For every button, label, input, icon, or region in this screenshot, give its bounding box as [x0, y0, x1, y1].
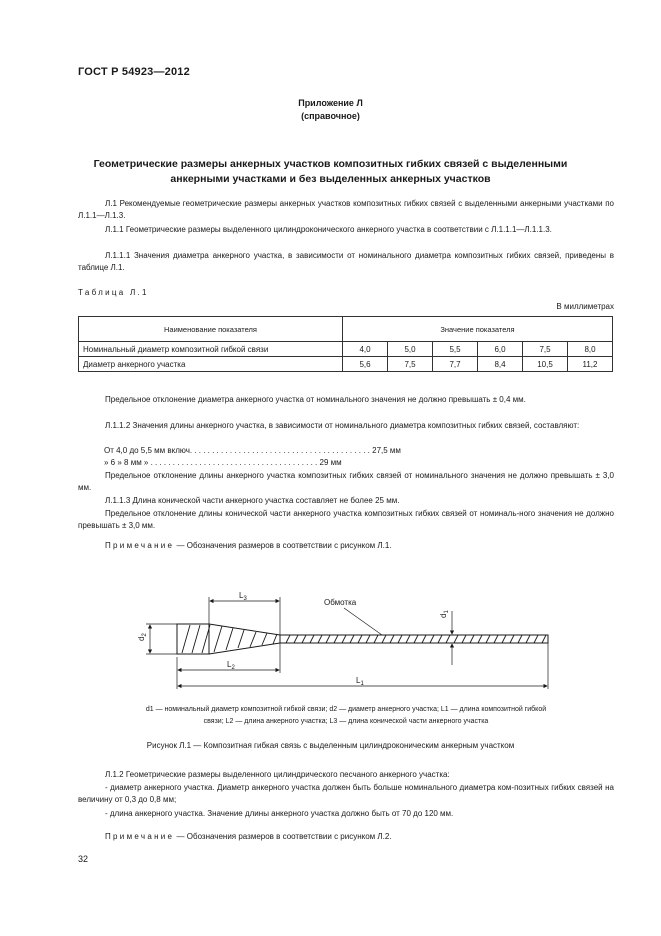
winding-stroke: [390, 635, 394, 643]
section-title-line2: анкерными участками и без выделенных анкерных участков: [170, 173, 491, 185]
winding-stroke: [518, 635, 522, 643]
note-2-label: Примечание: [105, 832, 175, 841]
table-l1: [78, 316, 613, 372]
winding-stroke: [494, 635, 498, 643]
note-2-text: — Обозначения размеров в соответствии с рисунком Л.2.: [174, 832, 392, 841]
paragraph-l1-1-2: Л.1.1.2 Значения длины анкерного участка, в зависимости от номинального диаметра композитных гибких связей, составляют:: [105, 421, 580, 430]
winding-stroke: [446, 635, 450, 643]
paragraph-anchor-diameter: - диаметр анкерного участка. Диаметр анкерного участка должен быть больше номинального диаметра ком-позитных гибких связей на величину от 0,3 до 0,8 мм;: [78, 783, 614, 804]
length-line-1: От 4,0 до 5,5 мм включ. . . . . . . . . . . . . . . . . . . . . . . . . . . . . . . . . . . . . . . . . 27,5 мм: [104, 446, 401, 455]
label-d2: $d_2$: [137, 633, 148, 641]
table-caption: Таблица Л.1: [78, 288, 149, 297]
winding-stroke: [542, 635, 546, 643]
table-header-row: [79, 317, 613, 342]
paragraph-l1-1-1: Л.1.1.1 Значения диаметра анкерного участка, в зависимости от номинального диаметра композитных гибких связей, приведены в таблице Л.1.: [78, 251, 614, 272]
table-row: [79, 342, 613, 357]
label-winding: Обмотка: [324, 598, 357, 607]
winding-stroke: [366, 635, 370, 643]
figure-caption: Рисунок Л.1 — Композитная гибкая связь с выделенным цилиндроконическим анкерным участком: [146, 741, 515, 750]
table-cell: 5,6: [343, 357, 388, 372]
label-l2: $L_2$: [227, 660, 235, 671]
table-cell: 8,4: [478, 357, 523, 372]
note-1-label: Примечание: [105, 541, 175, 550]
figure-legend-line1: d1 — номинальный диаметр композитной гибкой связи; d2 — диаметр анкерного участка; L1 — длина композитной гибкой: [145, 706, 547, 713]
winding-stroke: [462, 635, 466, 643]
winding-stroke: [398, 635, 402, 643]
note-2: [78, 831, 614, 843]
rod-winding: [286, 635, 546, 643]
page-number: 32: [78, 854, 89, 864]
winding-stroke: [534, 635, 538, 643]
appendix-title: Приложение Л: [298, 98, 363, 108]
anchor-cone: [209, 624, 280, 654]
winding-stroke: [406, 635, 410, 643]
winding-stroke: [382, 635, 386, 643]
label-l1: $L_1$: [356, 676, 364, 687]
table-cell: 4,0: [343, 342, 388, 357]
winding-stroke: [358, 635, 362, 643]
winding-stroke: [310, 635, 314, 643]
table-cell: 6,0: [478, 342, 523, 357]
winding-stroke: [478, 635, 482, 643]
winding-stroke: [374, 635, 378, 643]
table-units: В миллиметрах: [556, 302, 614, 311]
winding-stroke: [438, 635, 442, 643]
winding-stroke: [326, 635, 330, 643]
figure-legend-line2: связи; L2 — длина анкерного участка; L3 — длина конической части анкерного участка: [203, 718, 489, 725]
winding-stroke: [510, 635, 514, 643]
table-cell-name: Номинальный диаметр композитной гибкой связи: [79, 342, 343, 357]
winding-stroke: [486, 635, 490, 643]
winding-stroke: [414, 635, 418, 643]
winding-stroke: [470, 635, 474, 643]
winding-stroke: [286, 635, 290, 643]
table-header-name: Наименование показателя: [79, 317, 343, 342]
figure-legend: [78, 704, 614, 728]
section-title-line1: Геометрические размеры анкерных участков композитных гибких связей с выделенными: [93, 158, 568, 170]
note-1: [78, 540, 614, 552]
winding-stroke: [422, 635, 426, 643]
label-d1: $d_1$: [439, 610, 450, 618]
table-cell: 7,5: [388, 357, 433, 372]
paragraph-l1: Л.1 Рекомендуемые геометрические размеры анкерных участков композитных гибких связей с выделенными анкерными участками по Л.1.1—Л.1.3.: [78, 199, 614, 220]
paragraph-cone-deviation: Предельное отклонение длины конической части анкерного участка композитных гибких связей от номиналь-ного значения не должно превышать ± 3,0 мм.: [78, 509, 614, 530]
note-1-text: — Обозначения размеров в соответствии с рисунком Л.1.: [174, 541, 392, 550]
table-row: [79, 357, 613, 372]
paragraph-anchor-length: - длина анкерного участка. Значение длины анкерного участка должно быть от 70 до 120 мм.: [105, 809, 454, 818]
winding-stroke: [334, 635, 338, 643]
winding-stroke: [318, 635, 322, 643]
winding-hatch: [182, 625, 277, 653]
table-cell: 5,0: [388, 342, 433, 357]
table-cell: 5,5: [433, 342, 478, 357]
figure-l1-drawing: [130, 585, 570, 695]
label-l3: $L_3$: [239, 591, 247, 602]
paragraph-l1-2: Л.1.2 Геометрические размеры выделенного цилиндрического песчаного анкерного участка:: [105, 770, 450, 779]
table-cell: 7,7: [433, 357, 478, 372]
table-cell: 10,5: [523, 357, 568, 372]
winding-stroke: [502, 635, 506, 643]
winding-stroke: [526, 635, 530, 643]
section-title: [60, 157, 601, 187]
paragraph-l1-1: Л.1.1 Геометрические размеры выделенного цилиндроконического анкерного участка в соответствии с Л.1.1.1—Л.1.1.3.: [105, 225, 552, 234]
table-cell: 11,2: [568, 357, 613, 372]
winding-stroke: [454, 635, 458, 643]
table-cell: 7,5: [523, 342, 568, 357]
winding-stroke: [350, 635, 354, 643]
paragraph-diameter-deviation: Предельное отклонение диаметра анкерного участка от номинального значения не должно превышать ± 0,4 мм.: [105, 395, 526, 404]
length-line-2: » 6 » 8 мм » . . . . . . . . . . . . . . . . . . . . . . . . . . . . . . . . . . . . . . 29 мм: [104, 458, 342, 467]
paragraph-length-deviation: Предельное отклонение длины анкерного участка композитных гибких связей от номинального значения не должно превышать ± 3,0 мм.: [78, 471, 614, 492]
winding-stroke: [302, 635, 306, 643]
table-cell-name: Диаметр анкерного участка: [79, 357, 343, 372]
winding-stroke: [430, 635, 434, 643]
table-cell: 8,0: [568, 342, 613, 357]
appendix-type: (справочное): [301, 111, 360, 121]
paragraph-l1-1-3: Л.1.1.3 Длина конической части анкерного участка составляет не более 25 мм.: [105, 496, 400, 505]
table-header-value: Значение показателя: [343, 317, 613, 342]
standard-designation: ГОСТ Р 54923—2012: [78, 66, 190, 78]
winding-stroke: [294, 635, 298, 643]
winding-stroke: [342, 635, 346, 643]
